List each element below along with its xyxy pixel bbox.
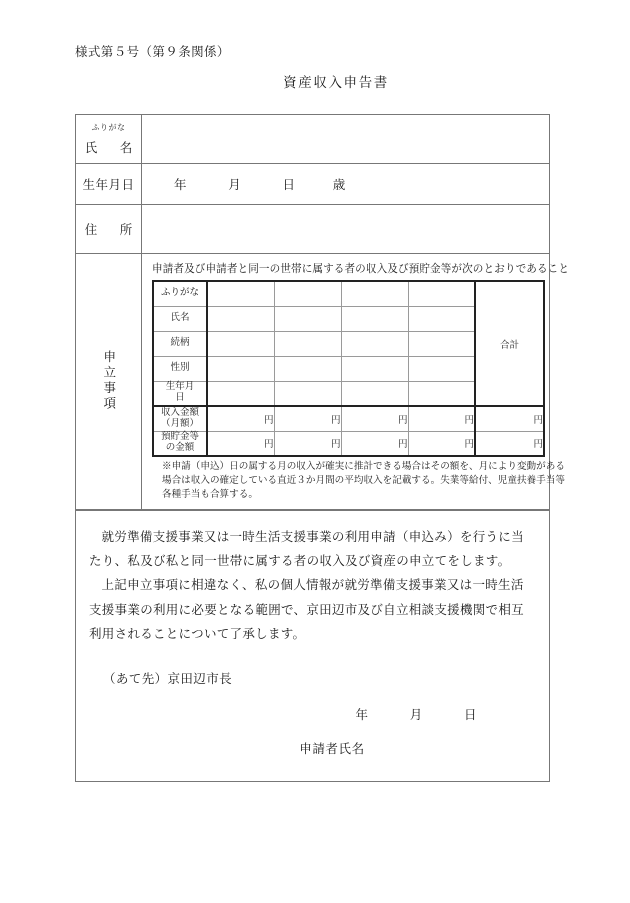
cell-gender-3[interactable] [341,356,408,381]
birthdate-units [142,175,346,193]
table-row-income [153,406,544,431]
cell-furigana-1[interactable] [207,281,274,306]
cell-gender-4[interactable] [408,356,475,381]
row-header-birthdate [153,381,207,406]
row-statement [76,511,549,781]
cell-relation-4[interactable] [408,331,475,356]
cell-gender-2[interactable] [274,356,341,381]
row-address [76,205,549,254]
cell-income-4[interactable]: 円 [408,406,475,431]
cell-birthdate-3[interactable] [341,381,408,406]
cell-furigana-2[interactable] [274,281,341,306]
row-header-relation: 続柄 [153,331,207,356]
statement-section [76,511,549,781]
date-year-unit: 年 [355,707,369,722]
row-declaration [76,254,570,511]
cell-name-2[interactable] [274,306,341,331]
table-row-furigana [153,281,544,306]
birthdate-label: 生年月日 [82,178,135,192]
name-label: 氏 名 [84,141,138,155]
page-title: 資産収入申告書 [283,75,389,90]
household-income-table [152,280,545,457]
row-header-birthdate-line1: 生年月 [165,382,195,393]
form-number: 様式第５号（第９条関係） [75,45,230,59]
cell-income-1[interactable]: 円 [207,406,274,431]
birthdate-input-cell[interactable] [142,164,549,204]
cell-birthdate-1[interactable] [207,381,274,406]
address-label-cell [76,205,142,253]
statement-paragraph-2: 上記申立事項に相違なく、私の個人情報が就労準備支援事業又は一時生活支援事業の利用に必要となる範囲で、京田辺市及び自立相談支援機関で相互利用されることについて了承します。 [89,578,524,642]
signature-label[interactable]: 申請者氏名 [299,741,365,756]
cell-income-2[interactable]: 円 [274,406,341,431]
cell-savings-2[interactable]: 円 [274,431,341,456]
cell-savings-total[interactable]: 円 [475,431,544,456]
addressee-line: （あて先）京田辺市長 [103,671,233,686]
birthdate-label-cell [76,164,142,204]
cell-birthdate-2[interactable] [274,381,341,406]
cell-relation-1[interactable] [207,331,274,356]
table-row-savings [153,431,544,456]
row-birthdate [76,164,549,205]
cell-gender-1[interactable] [207,356,274,381]
row-header-income [153,406,207,431]
row-name [76,115,549,164]
declaration-heading: 申請者及び申請者と同一の世帯に属する者の収入及び預貯金等が次のとおりであること [152,264,570,275]
row-header-savings-line2: の金額 [165,443,195,454]
address-label: 住 所 [84,223,138,237]
birth-month-unit: 月 [228,178,242,192]
date-month-unit: 月 [409,707,423,722]
cell-furigana-4[interactable] [408,281,475,306]
cell-name-4[interactable] [408,306,475,331]
cell-income-3[interactable]: 円 [341,406,408,431]
address-input-cell[interactable] [142,205,549,253]
furigana-label: ふりがな [91,123,126,132]
declaration-label: 申立事項 [101,350,116,413]
cell-birthdate-4[interactable] [408,381,475,406]
cell-income-total[interactable]: 円 [475,406,544,431]
row-header-income-line1: 収入金額 [160,407,199,418]
submission-date-line[interactable] [89,705,533,723]
declaration-label-cell [76,254,142,509]
cell-name-1[interactable] [207,306,274,331]
declaration-body [142,254,575,509]
cell-savings-3[interactable]: 円 [341,431,408,456]
row-header-savings-line1: 預貯金等 [160,432,199,443]
application-form-table [75,114,570,782]
row-header-birthdate-line2: 日 [175,393,185,404]
cell-relation-3[interactable] [341,331,408,356]
row-header-income-line2: （月額） [160,418,199,429]
birth-day-unit: 日 [282,178,296,192]
name-input-cell[interactable] [142,115,549,163]
date-day-unit: 日 [463,707,477,722]
cell-savings-4[interactable]: 円 [408,431,475,456]
total-column-header: 合計 [475,281,544,406]
row-header-name: 氏名 [153,306,207,331]
statement-paragraph-1: 就労準備支援事業又は一時生活支援事業の利用申請（申込み）を行うに当たり、私及び私と同一世帯に属する者の収入及び資産の申立てをします。 [89,529,524,569]
birth-year-unit: 年 [174,178,188,192]
row-header-gender: 性別 [153,356,207,381]
income-table-note: ※申請（申込）日の属する月の収入が確実に推計できる場合はその額を、月により変動がある場合は収入の確定している直近３か月間の平均収入を記載する。失業等給付、児童扶養手当等各種手当も合算する。 [162,461,565,500]
row-header-furigana: ふりがな [153,281,207,306]
age-unit: 歳 [332,178,346,192]
cell-furigana-3[interactable] [341,281,408,306]
name-label-cell [76,115,142,163]
cell-relation-2[interactable] [274,331,341,356]
row-header-savings [153,431,207,456]
cell-savings-1[interactable]: 円 [207,431,274,456]
cell-name-3[interactable] [341,306,408,331]
